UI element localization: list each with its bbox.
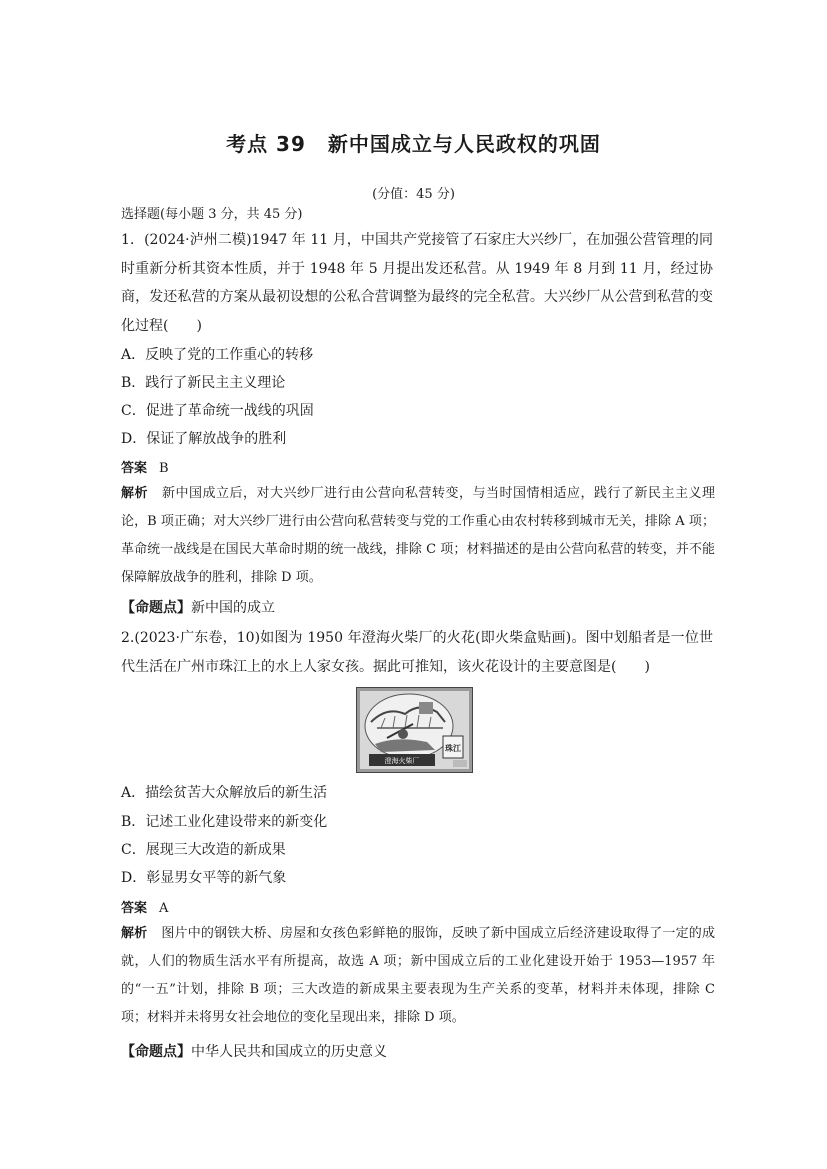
question-2-option-b: B．记述工业化建设带来的新变化 bbox=[121, 814, 328, 830]
title-number: 考点 39 bbox=[226, 132, 306, 156]
title-text: 新中国成立与人民政权的巩固 bbox=[327, 132, 601, 156]
figure-caption-text: 澄海火柴厂 bbox=[384, 757, 420, 765]
answer-value: A bbox=[159, 901, 169, 916]
page-title bbox=[0, 128, 827, 157]
question-1-point bbox=[121, 597, 275, 617]
point-label: 【命题点】 bbox=[121, 1044, 191, 1060]
matchbox-illustration bbox=[357, 688, 472, 772]
question-1-option-b: B．践行了新民主主义理论 bbox=[121, 375, 286, 391]
score-note: (分值：45 分) bbox=[372, 187, 455, 202]
analysis-label: 解析 bbox=[121, 926, 148, 941]
point-text: 新中国的成立 bbox=[191, 600, 275, 616]
section-heading: 选择题(每小题 3 分，共 45 分) bbox=[121, 207, 303, 222]
answer-label: 答案 bbox=[121, 461, 148, 476]
figure-badge bbox=[445, 743, 462, 753]
point-text: 中华人民共和国成立的历史意义 bbox=[191, 1044, 387, 1060]
question-1-option-c: C．促进了革命统一战线的巩固 bbox=[121, 403, 314, 419]
analysis-text: 图片中的钢铁大桥、房屋和女孩色彩鲜艳的服饰，反映了新中国成立后经济建设取得了一定的成就，人们的物质生活水平有所提高，故选 A 项；新中国成立后的工业化建设开始于 1953—1957 年的“一五”计划，排除 B 项；三大改造的新成果主要表现为生产关系的变革，材料并未体现，排除 C 项；材料并未将男女社会地位的变化呈现出来，排除 D 项。 bbox=[121, 926, 715, 1025]
question-2-option-d: D．彰显男女平等的新气象 bbox=[121, 870, 287, 886]
question-1-analysis bbox=[121, 480, 715, 592]
analysis-text: 新中国成立后，对大兴纱厂进行由公营向私营转变，与当时国情相适应，践行了新民主主义理论，B 项正确；对大兴纱厂进行由公营向私营转变与党的工作重心由农村转移到城市无关，排除 A 项；革命统一战线是在国民大革命时期的统一战线，排除 C 项；材料描述的是由公营向私营的转变，并不能保障解放战争的胜利，排除 D 项。 bbox=[121, 486, 715, 585]
analysis-label: 解析 bbox=[121, 486, 148, 501]
answer-label: 答案 bbox=[121, 901, 148, 916]
question-2-point bbox=[121, 1041, 387, 1061]
question-2-analysis bbox=[121, 920, 715, 1032]
question-2-stem: 2.(2023·广东卷，10)如图为 1950 年澄海火柴厂的火花(即火柴盒贴画)。图中划船者是一位世代生活在广州市珠江上的水上人家女孩。据此可推知，该火花设计的主要意图是( ) bbox=[121, 630, 713, 675]
question-2-answer bbox=[121, 897, 168, 916]
figure-badge-text: 珠江 bbox=[445, 744, 461, 753]
figure-caption bbox=[385, 756, 420, 765]
question-2-option-a: A．描绘贫苦大众解放后的新生活 bbox=[121, 785, 328, 801]
question-1-option-d: D．保证了解放战争的胜利 bbox=[121, 431, 287, 447]
answer-value: B bbox=[159, 461, 169, 476]
question-2-option-c: C．展现三大改造的新成果 bbox=[121, 842, 286, 858]
question-1-answer bbox=[121, 457, 169, 476]
question-1-stem: 1．(2024·泸州二模)1947 年 11 月，中国共产党接管了石家庄大兴纱厂，在加强公营管理的同时重新分析其资本性质，并于 1948 年 5 月提出发还私营。从 1949 年 8 月到 11 月，经过协商，发还私营的方案从最初设想的公私合营调整为最终的完全私营。大兴纱厂从公营到私营的变化过程( ) bbox=[121, 232, 713, 334]
point-label: 【命题点】 bbox=[121, 600, 191, 616]
matchbox-label-image bbox=[356, 687, 473, 773]
question-1-option-a: A．反映了党的工作重心的转移 bbox=[121, 347, 314, 363]
